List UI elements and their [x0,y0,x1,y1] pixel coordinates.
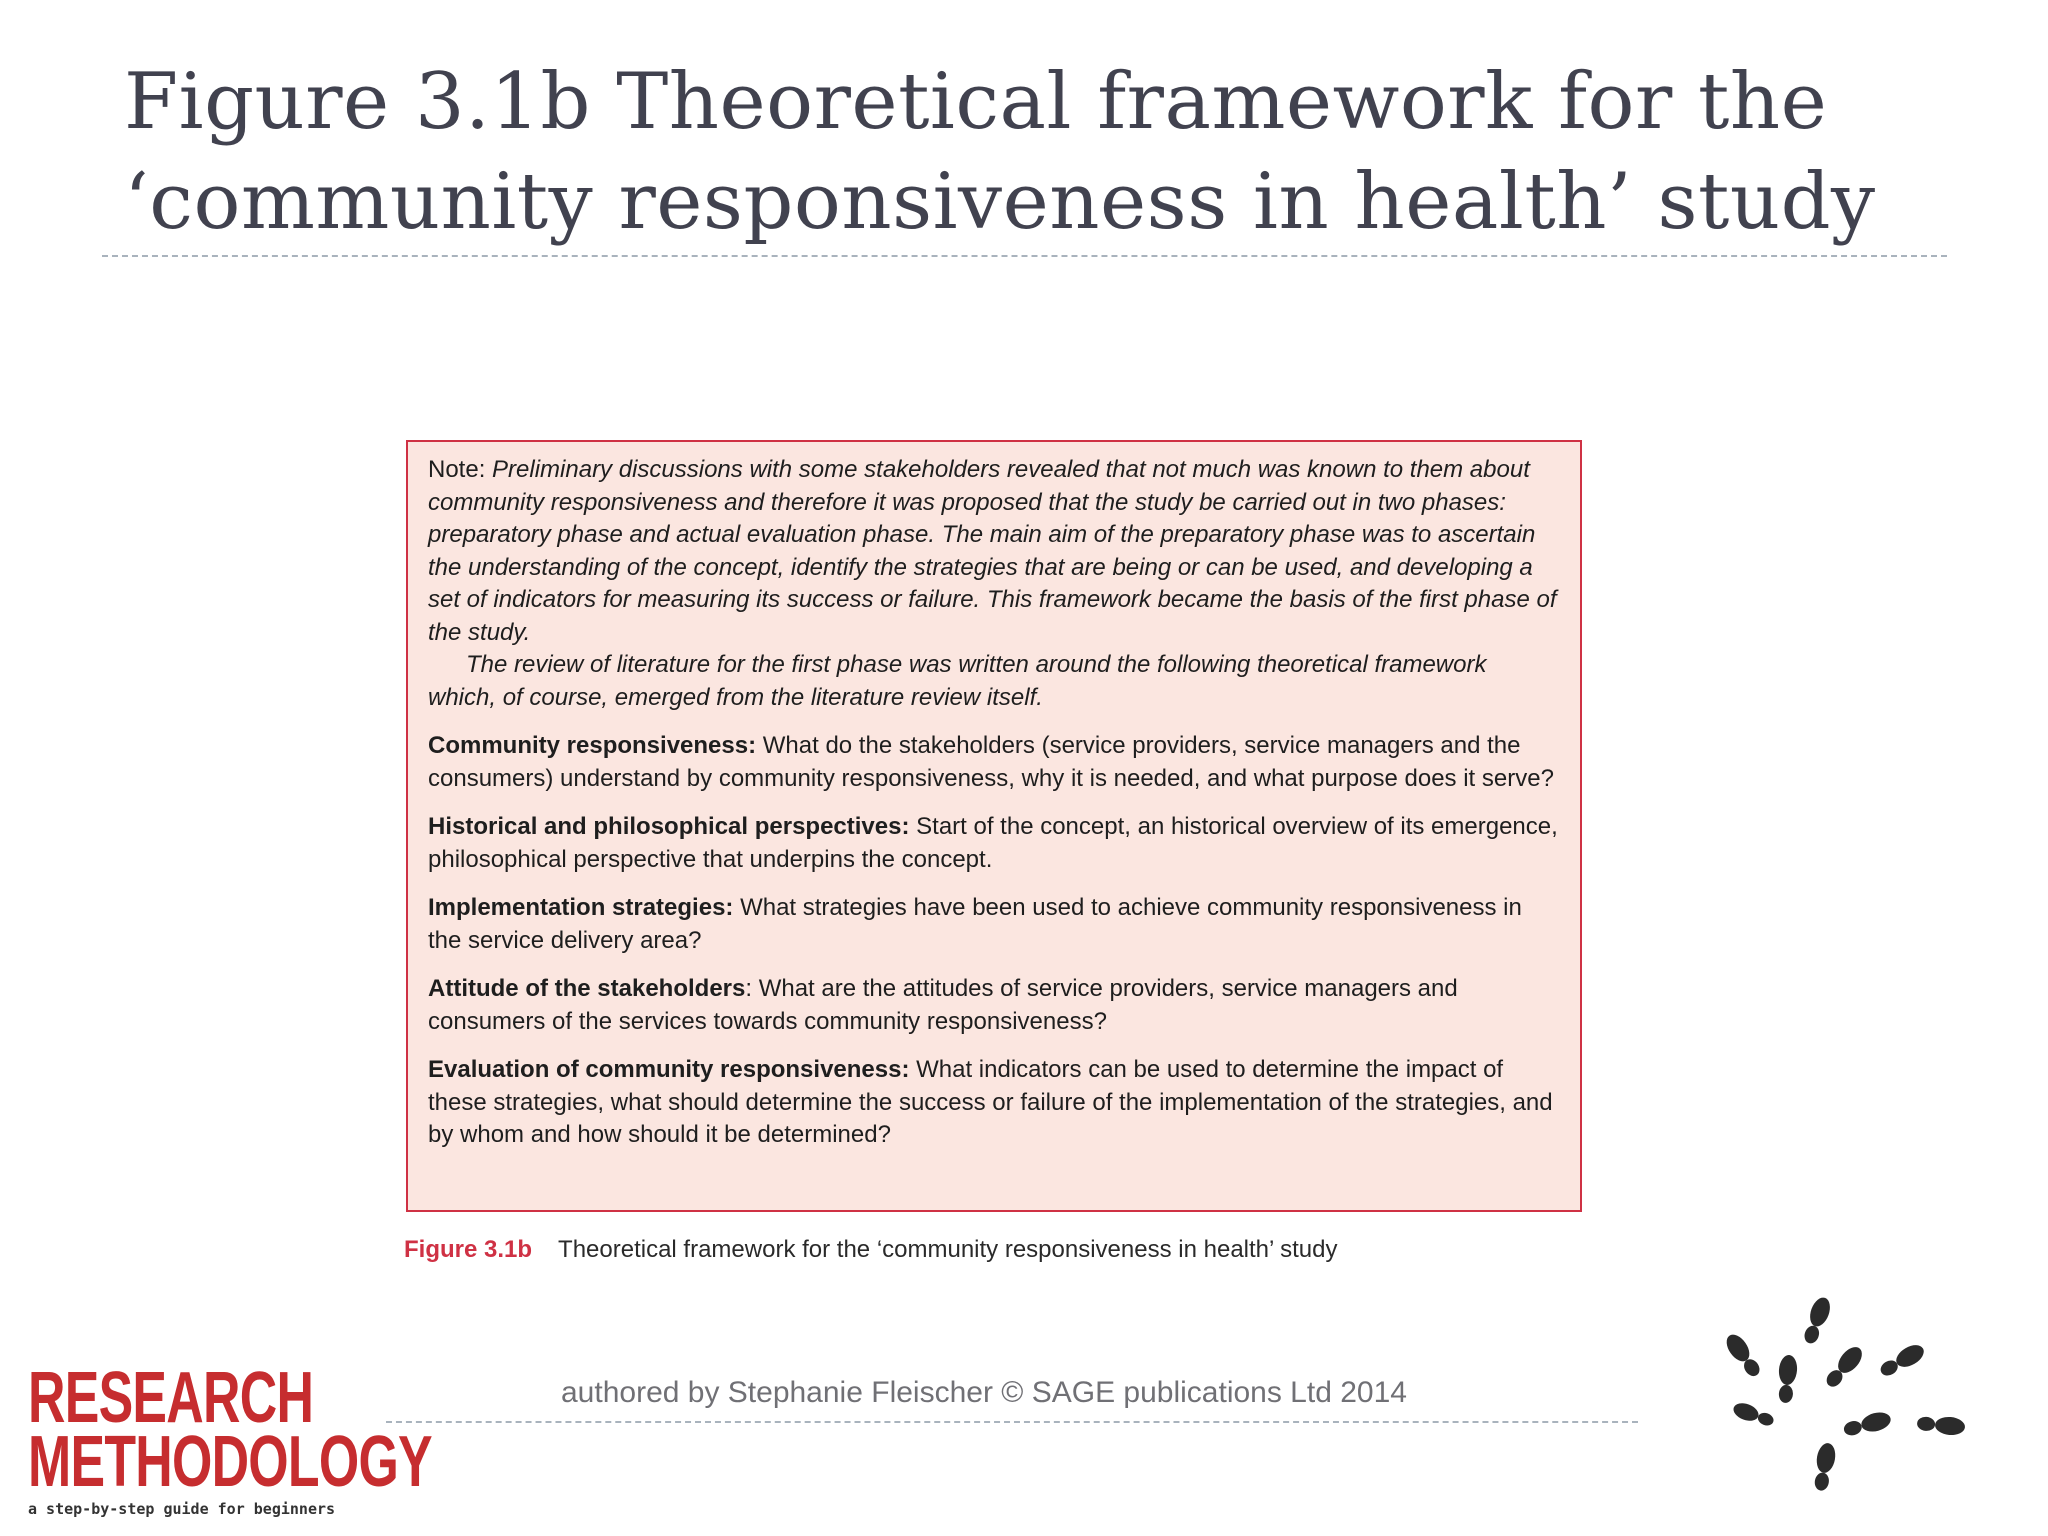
item-term: Implementation strategies: [428,894,734,921]
slide-title-line-2: ‘community responsiveness in health’ study [124,157,1876,247]
slide-title [124,52,1984,252]
footer-divider [386,1421,1638,1423]
item-term: Attitude of the stakeholders [428,975,746,1002]
item-text: : What are the attitudes of service providers, service managers and consumers of the services towards community responsiveness? [428,975,1458,1035]
footprints-icon [1700,1290,1990,1510]
logo-tagline: a step-by-step guide for beginners [28,1500,336,1518]
logo-line-1: RESEARCH [28,1358,314,1438]
framework-item-stakeholder-attitude [428,973,1560,1038]
figure-caption-text: Theoretical framework for the ‘community responsiveness in health’ study [558,1236,1338,1263]
framework-box [406,440,1582,1212]
item-text: Start of the concept, an historical overview of its emergence, philosophical perspective that underpins the concept. [428,813,1558,873]
slide-title-line-1: Figure 3.1b Theoretical framework for the [124,57,1828,147]
figure-caption [404,1236,1337,1264]
figure-label: Figure 3.1b [404,1236,533,1263]
item-text: What indicators can be used to determine the impact of these strategies, what should determine the success or failure of the implementation of the strategies, and by whom and how should it be determined? [428,1056,1553,1148]
item-term: Historical and philosophical perspectives: [428,813,910,840]
note-label: Note: [428,456,493,483]
note-text: Preliminary discussions with some stakeholders revealed that not much was known to them about community responsiveness and therefore it was proposed that the study be carried out in two phases: preparatory phase and actual evaluation phase. The main aim of the preparatory phase was to ascertain the understanding of the concept, identify the strategies that are being or can be used, and developing a set of indicators for measuring its success or failure. This framework became the basis of the first phase of the study. [428,456,1557,646]
framework-item-evaluation [428,1054,1560,1152]
title-divider [102,255,1947,257]
framework-item-historical-perspectives [428,811,1560,876]
item-term: Community responsiveness: [428,732,757,759]
framework-item-implementation-strategies [428,892,1560,957]
logo-line-2: METHODOLOGY [28,1422,432,1502]
item-text: What strategies have been used to achieve community responsiveness in the service delivery area? [428,894,1522,954]
note-paragraph [428,454,1560,649]
framework-item-community-responsiveness [428,730,1560,795]
item-term: Evaluation of community responsiveness: [428,1056,910,1083]
note-paragraph-2: The review of literature for the first phase was written around the following theoretical framework which, of course, emerged from the literature review itself. [428,651,1487,711]
item-text: What do the stakeholders (service providers, service managers and the consumers) understand by community responsiveness, why it is needed, and what purpose does it serve? [428,732,1554,792]
footer-credit: authored by Stephanie Fleischer © SAGE publications Ltd 2014 [561,1376,1407,1409]
research-methodology-logo [28,1358,432,1526]
